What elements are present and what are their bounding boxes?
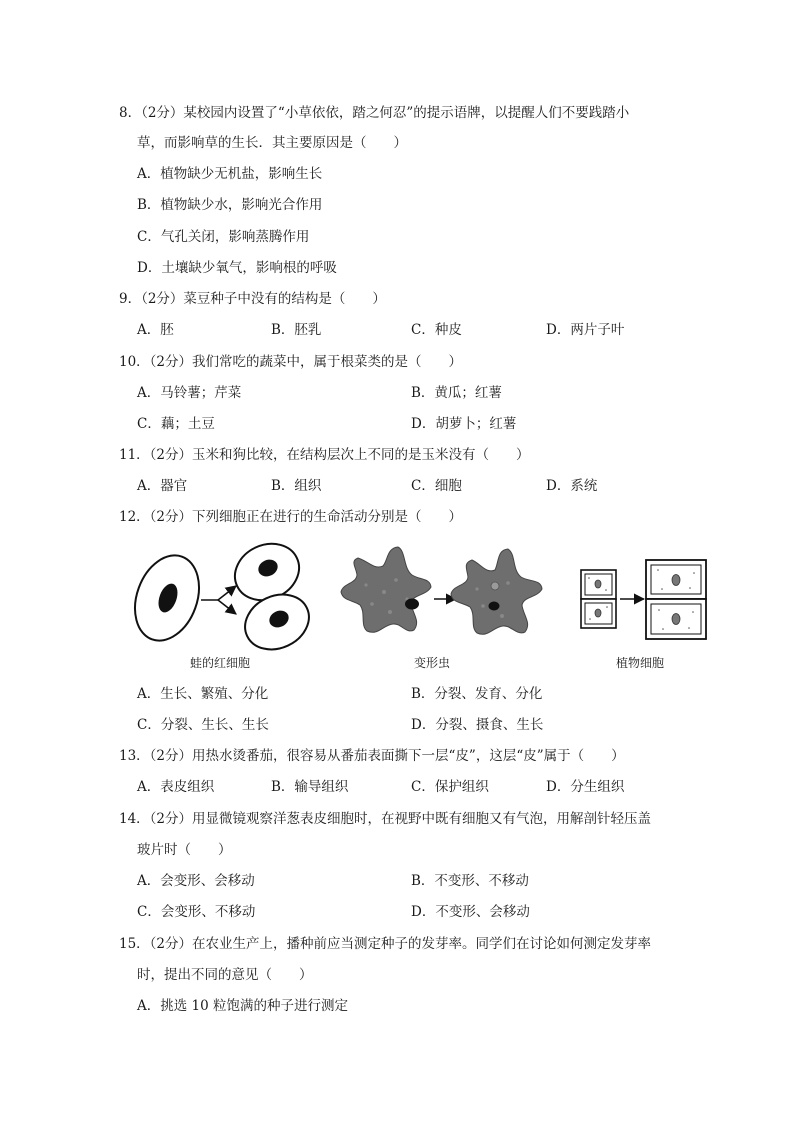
q10-option-a: A．马铃薯；芹菜 [137,385,242,401]
q12-caption-amoeba: 变形虫 [414,656,451,670]
q9-option-d: D．两片子叶 [546,322,625,338]
q12-option-c: C．分裂、生长、生长 [137,717,269,733]
q11-option-d: D．系统 [546,478,598,494]
q12-option-a: A．生长、繁殖、分化 [137,686,269,702]
q13-option-b: B．输导组织 [271,779,349,795]
q12-caption-plant: 植物细胞 [616,656,665,670]
q15-option-a: A．挑选 10 粒饱满的种子进行测定 [137,998,349,1014]
q14-option-a: A．会变形、会移动 [137,873,255,889]
q11-option-a: A．器官 [137,478,188,494]
q15-stem-line1: 15．（2分）在农业生产上，播种前应当测定种子的发芽率。同学们在讨论如何测定发芽率 [119,936,652,952]
q8-option-b: B．植物缺少水，影响光合作用 [137,197,323,213]
q8-stem-line2: 草，而影响草的生长．其主要原因是（ ） [137,135,407,151]
q9-option-a: A．胚 [137,322,174,338]
q12-stem: 12．（2分）下列细胞正在进行的生命活动分别是（ ） [119,509,463,525]
q11-option-c: C．细胞 [411,478,462,494]
q9-stem: 9．（2分）菜豆种子中没有的结构是（ ） [119,291,386,307]
q12-option-d: D．分裂、摄食、生长 [411,717,544,733]
q9-option-c: C．种皮 [411,322,462,338]
q10-option-d: D．胡萝卜；红薯 [411,416,517,432]
amoeba-after [451,549,542,634]
q10-option-b: B．黄瓜；红薯 [411,385,502,401]
q11-option-b: B．组织 [271,478,322,494]
q8-stem-line1: 8．（2分）某校园内设置了“小草依依，踏之何忍”的提示语牌，以提醒人们不要践踏小 [119,105,630,121]
q14-option-b: B．不变形、不移动 [411,873,529,889]
q13-option-c: C．保护组织 [411,779,489,795]
q12-caption-frog: 蛙的红细胞 [190,656,251,670]
plant-cell-pair-large [646,560,706,639]
q14-option-c: C．会变形、不移动 [137,904,256,920]
q12-option-b: B．分裂、发育、分化 [411,686,543,702]
q13-option-a: A．表皮组织 [137,779,215,795]
q10-option-c: C．藕；土豆 [137,416,215,432]
q13-stem: 13．（2分）用热水烫番茄，很容易从番茄表面撕下一层“皮”，这层“皮”属于（ ） [119,748,625,764]
q14-option-d: D．不变形、会移动 [411,904,530,920]
frog-division-arrows [201,586,236,614]
amoeba-before [341,547,431,632]
q8-option-c: C．气孔关闭，影响蒸腾作用 [137,229,310,245]
frog-cell-parent [124,546,210,649]
q9-option-b: B．胚乳 [271,322,322,338]
q14-stem-line2: 玻片时（ ） [137,842,232,858]
q15-stem-line2: 时，提出不同的意见（ ） [137,967,313,983]
q11-stem: 11．（2分）玉米和狗比较，在结构层次上不同的是玉米没有（ ） [119,447,530,463]
q13-option-d: D．分生组织 [546,779,625,795]
q8-option-d: D．土壤缺少氧气，影响根的呼吸 [137,260,337,276]
q14-stem-line1: 14．（2分）用显微镜观察洋葱表皮细胞时，在视野中既有细胞又有气泡，用解剖针轻压盖 [119,811,652,827]
plant-cell-pair-small [581,570,616,628]
q10-stem: 10．（2分）我们常吃的蔬菜中，属于根菜类的是（ ） [119,354,463,370]
q8-option-a: A．植物缺少无机盐，影响生长 [137,166,323,182]
